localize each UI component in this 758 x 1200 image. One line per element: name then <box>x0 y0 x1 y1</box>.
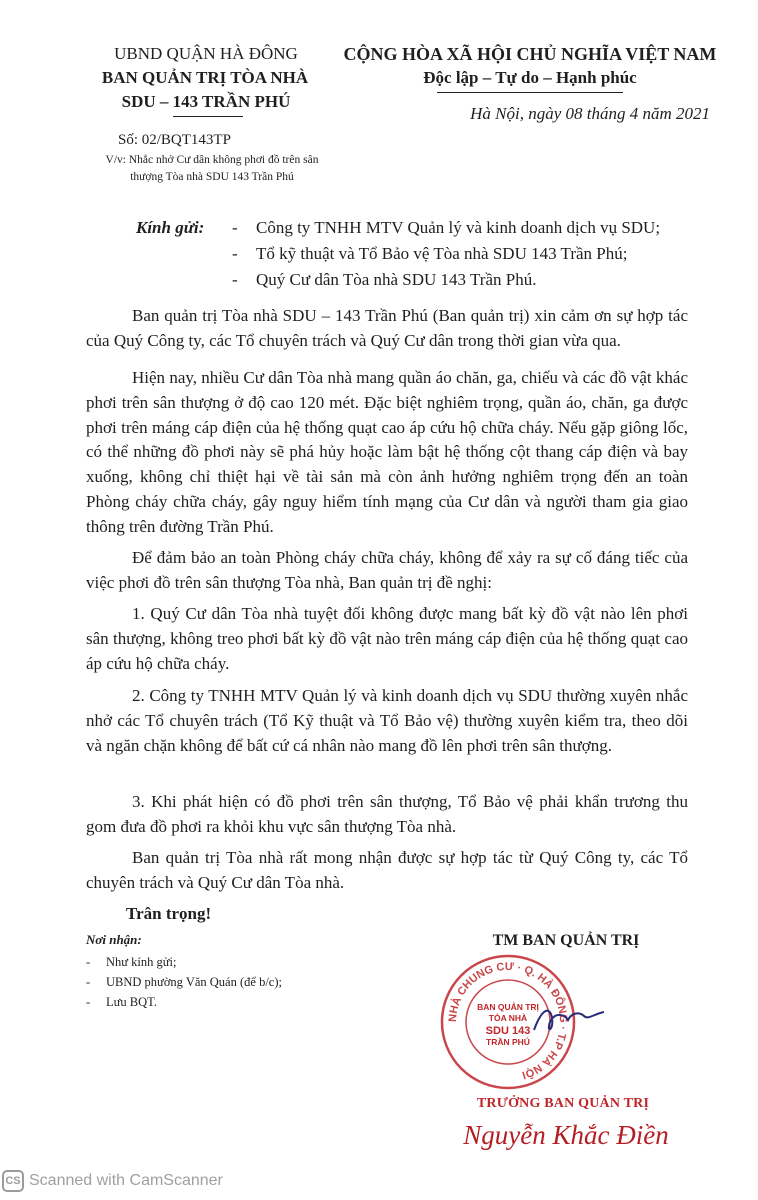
on-behalf-label: TM BAN QUẢN TRỊ <box>492 932 640 949</box>
camscanner-logo-icon: CS <box>2 1170 24 1192</box>
request-item-1 <box>86 602 688 676</box>
distribution-text: Như kính gửi; <box>106 955 177 969</box>
paragraph-text: Ban quản trị Tòa nhà SDU – 143 Trần Phú (Ban quản trị) xin cảm ơn sự hợp tác của Quý Công ty, các Tổ chuyên trách và Quý Cư dân trong thời gian vừa qua. <box>86 306 688 350</box>
recipient-text: Công ty TNHH MTV Quản lý và kinh doanh dịch vụ SDU; <box>256 218 661 237</box>
paragraph-text: Để đảm bảo an toàn Phòng cháy chữa cháy, không để xảy ra sự cố đáng tiếc của việc phơi đồ trên sân thượng Tòa nhà, Ban quản trị đề nghị: <box>86 548 688 592</box>
place-date: Hà Nội, ngày 08 tháng 4 năm 2021 <box>470 104 710 123</box>
distribution-item: - UBND phường Văn Quán (để b/c); <box>86 975 282 989</box>
body-paragraph <box>86 366 688 540</box>
recipients-label: Kính gửi: <box>136 218 205 237</box>
distribution-label: Nơi nhận: <box>86 932 142 947</box>
recipient-item: - Quý Cư dân Tòa nhà SDU 143 Trần Phú. <box>232 270 537 289</box>
distribution-text: Lưu BQT. <box>106 995 157 1009</box>
stamp-ring-text: NHÀ CHUNG CƯ · Q. HÀ ĐÔNG · T.P HÀ NỘI <box>446 960 570 1081</box>
recipient-text: Tổ kỹ thuật và Tổ Bảo vệ Tòa nhà SDU 143 Trần Phú; <box>256 244 628 263</box>
camscanner-watermark <box>2 1170 302 1194</box>
nation-title: CỘNG HÒA XÃ HỘI CHỦ NGHĨA VIỆT NAM <box>343 44 717 64</box>
request-item-2 <box>86 684 688 758</box>
body-paragraph <box>86 846 688 896</box>
distribution-item: - Lưu BQT. <box>86 995 157 1009</box>
body-paragraph <box>86 546 688 596</box>
recipient-item: - Tổ kỹ thuật và Tổ Bảo vệ Tòa nhà SDU 143 Trần Phú; <box>232 244 628 263</box>
paragraph-text: 3. Khi phát hiện có đồ phơi trên sân thượng, Tổ Bảo vệ phải khẩn trương thu gom đưa đồ phơi ra khỏi khu vực sân thượng Tòa nhà. <box>86 792 688 836</box>
motto-underline <box>437 92 623 93</box>
document-number: Số: 02/BQT143TP <box>118 132 231 148</box>
stamp-line-4: TRẦN PHÚ <box>486 1037 530 1047</box>
paragraph-text: Hiện nay, nhiều Cư dân Tòa nhà mang quần áo chăn, ga, chiếu và các đồ vật khác phơi trên sân thượng ở độ cao 120 mét. Đặc biệt nghiêm trọng, quần áo, chăn, ga được phơi trên máng cáp điện của hệ thống quạt cao áp cứu hộ chữa cháy. Nếu gặp giông lốc, có thể những đồ phơi này sẽ phá hủy hoặc làm bật hệ thống cột thang cáp điện và bay xuống, không chỉ thiệt hại về tài sản mà còn ảnh hưởng nghiêm trọng đến an toàn Phòng cháy chữa cháy, gây nguy hiểm tính mạng của Cư dân và người tham gia giao thông trên đường Trần Phú. <box>86 368 688 536</box>
org-line-3: SDU – 143 TRẦN PHÚ <box>121 92 291 111</box>
paragraph-text: Ban quản trị Tòa nhà rất mong nhận được sự hợp tác từ Quý Công ty, các Tổ chuyên trách và Quý Cư dân Tòa nhà. <box>86 848 688 892</box>
handwritten-signature-icon <box>528 1000 608 1040</box>
document-subject <box>102 152 322 186</box>
distribution-item: - Như kính gửi; <box>86 955 177 969</box>
nation-motto: Độc lập – Tự do – Hạnh phúc <box>423 68 637 87</box>
org-line-2: BAN QUẢN TRỊ TÒA NHÀ <box>101 68 309 87</box>
stamp-line-3: SDU 143 <box>485 1025 531 1037</box>
subject-line-2: thượng Tòa nhà SDU 143 Trần Phú <box>130 171 294 183</box>
signer-title: TRƯỞNG BAN QUẢN TRỊ <box>476 1096 650 1111</box>
stamp-line-2: TÒA NHÀ <box>488 1013 528 1023</box>
signer-name: Nguyễn Khắc Điền <box>463 1120 669 1150</box>
stamp-line-1: BAN QUẢN TRỊ <box>477 1002 539 1012</box>
subject-line-1: V/v: Nhắc nhở Cư dân không phơi đồ trên sân <box>105 154 319 166</box>
recipient-item: - Công ty TNHH MTV Quản lý và kinh doanh dịch vụ SDU; <box>232 218 661 237</box>
body-paragraph <box>86 304 688 354</box>
closing-greeting: Trân trọng! <box>126 904 212 923</box>
org-underline <box>173 116 243 117</box>
paragraph-text: 1. Quý Cư dân Tòa nhà tuyệt đối không được mang bất kỳ đồ vật nào lên phơi sân thượng, không treo phơi bất kỳ đồ vật nào trên máng cáp điện của hệ thống quạt cao áp cứu hộ chữa cháy. <box>86 604 688 673</box>
request-item-3 <box>86 790 688 840</box>
recipient-text: Quý Cư dân Tòa nhà SDU 143 Trần Phú. <box>256 270 537 289</box>
org-line-1: UBND QUẬN HÀ ĐÔNG <box>114 44 298 63</box>
watermark-text: Scanned with CamScanner <box>29 1172 223 1189</box>
paragraph-text: 2. Công ty TNHH MTV Quản lý và kinh doanh dịch vụ SDU thường xuyên nhắc nhở các Tổ chuyên trách (Tổ Kỹ thuật và Tổ Bảo vệ) thường xuyên kiểm tra, theo dõi và ngăn chặn không để bất cứ cá nhân nào mang đồ lên phơi trên sân thượng. <box>86 686 688 755</box>
distribution-text: UBND phường Văn Quán (để b/c); <box>106 975 282 989</box>
